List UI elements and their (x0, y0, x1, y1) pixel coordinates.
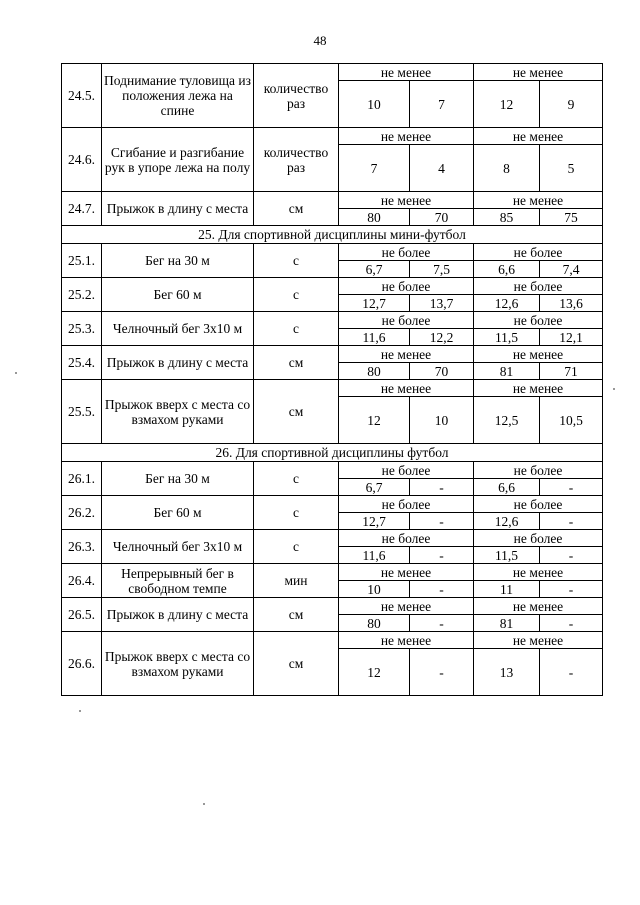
norm-value: - (410, 479, 474, 496)
table-row (62, 564, 603, 581)
norm-condition: не менее (339, 632, 474, 649)
norm-condition: не более (474, 530, 603, 547)
norm-condition: не менее (339, 346, 474, 363)
norm-value: 12,6 (474, 295, 540, 312)
scan-speck (203, 803, 205, 805)
table-row (62, 346, 603, 363)
norm-value: - (540, 547, 603, 564)
scan-speck (15, 372, 17, 374)
norm-value: 13,6 (540, 295, 603, 312)
norm-value: - (540, 615, 603, 632)
unit: с (254, 530, 339, 564)
norm-value: 10 (410, 397, 474, 444)
scan-speck (613, 388, 615, 390)
row-number: 25.3. (62, 312, 102, 346)
norm-value: 80 (339, 615, 410, 632)
unit: с (254, 278, 339, 312)
section-row (62, 444, 603, 462)
norm-value: - (410, 547, 474, 564)
norm-value: 75 (540, 209, 603, 226)
norm-value: 70 (410, 209, 474, 226)
norm-value: 12 (474, 81, 540, 128)
row-number: 26.1. (62, 462, 102, 496)
row-number: 26.2. (62, 496, 102, 530)
row-number: 26.5. (62, 598, 102, 632)
norm-value: 9 (540, 81, 603, 128)
norm-value: - (540, 513, 603, 530)
table-row (62, 496, 603, 513)
norm-condition: не менее (474, 380, 603, 397)
unit: с (254, 462, 339, 496)
norm-condition: не менее (474, 346, 603, 363)
table-row (62, 64, 603, 81)
norm-value: 81 (474, 615, 540, 632)
exercise-name: Непрерывный бег в свободном темпе (102, 564, 254, 598)
norm-value: 7 (339, 145, 410, 192)
norm-value: - (410, 649, 474, 696)
norm-value: 12 (339, 649, 410, 696)
section-title: 25. Для спортивной дисциплины мини-футбол (62, 226, 603, 244)
exercise-name: Прыжок в длину с места (102, 346, 254, 380)
section-title: 26. Для спортивной дисциплины футбол (62, 444, 603, 462)
norm-value: 11 (474, 581, 540, 598)
norm-value: 6,6 (474, 261, 540, 278)
norm-value: 13,7 (410, 295, 474, 312)
norm-value: 12,7 (339, 513, 410, 530)
table-row (62, 632, 603, 649)
exercise-name: Челночный бег 3х10 м (102, 530, 254, 564)
page-number: 48 (313, 33, 327, 48)
table-row (62, 462, 603, 479)
row-number: 25.5. (62, 380, 102, 444)
norm-value: 80 (339, 363, 410, 380)
norm-condition: не менее (474, 192, 603, 209)
norm-value: - (540, 479, 603, 496)
norm-value: 6,7 (339, 479, 410, 496)
section-row (62, 226, 603, 244)
norm-value: 12,5 (474, 397, 540, 444)
norm-value: 10,5 (540, 397, 603, 444)
norm-value: 7 (410, 81, 474, 128)
norm-condition: не более (339, 278, 474, 295)
table-row (62, 312, 603, 329)
norm-condition: не менее (339, 192, 474, 209)
norm-value: - (410, 513, 474, 530)
norm-value: 12,2 (410, 329, 474, 346)
unit: см (254, 380, 339, 444)
unit: см (254, 632, 339, 696)
row-number: 25.2. (62, 278, 102, 312)
norm-value: 11,5 (474, 547, 540, 564)
norm-condition: не менее (339, 64, 474, 81)
norm-condition: не менее (474, 564, 603, 581)
norm-value: 85 (474, 209, 540, 226)
row-number: 26.4. (62, 564, 102, 598)
unit: см (254, 192, 339, 226)
table-row (62, 278, 603, 295)
exercise-name: Бег 60 м (102, 496, 254, 530)
norm-condition: не более (474, 312, 603, 329)
norm-condition: не менее (339, 380, 474, 397)
norm-value: 10 (339, 581, 410, 598)
norm-condition: не более (339, 462, 474, 479)
unit: с (254, 244, 339, 278)
norm-value: 6,6 (474, 479, 540, 496)
norm-value: 11,6 (339, 547, 410, 564)
exercise-name: Прыжок в длину с места (102, 192, 254, 226)
row-number: 24.5. (62, 64, 102, 128)
unit: с (254, 496, 339, 530)
table-row (62, 530, 603, 547)
norm-value: 81 (474, 363, 540, 380)
norm-value: 12,1 (540, 329, 603, 346)
norm-value: 71 (540, 363, 603, 380)
norm-value: 12 (339, 397, 410, 444)
unit: количество раз (254, 64, 339, 128)
norm-condition: не менее (474, 598, 603, 615)
norm-condition: не менее (474, 128, 603, 145)
unit: количество раз (254, 128, 339, 192)
row-number: 25.1. (62, 244, 102, 278)
norm-value: 7,4 (540, 261, 603, 278)
unit: см (254, 598, 339, 632)
exercise-name: Бег на 30 м (102, 244, 254, 278)
norm-value: 80 (339, 209, 410, 226)
row-number: 26.3. (62, 530, 102, 564)
exercise-name: Сгибание и разгибание рук в упоре лежа на полу (102, 128, 254, 192)
table-row (62, 380, 603, 397)
unit: мин (254, 564, 339, 598)
norm-value: 6,7 (339, 261, 410, 278)
exercise-name: Прыжок в длину с места (102, 598, 254, 632)
norm-value: 10 (339, 81, 410, 128)
norm-value: 5 (540, 145, 603, 192)
norm-condition: не более (339, 312, 474, 329)
norms-table (61, 63, 603, 696)
exercise-name: Бег 60 м (102, 278, 254, 312)
norm-condition: не менее (339, 128, 474, 145)
table-row (62, 128, 603, 145)
norm-value: 4 (410, 145, 474, 192)
norm-value: 13 (474, 649, 540, 696)
exercise-name: Челночный бег 3х10 м (102, 312, 254, 346)
norm-condition: не менее (339, 598, 474, 615)
norm-value: 11,6 (339, 329, 410, 346)
exercise-name: Прыжок вверх с места со взмахом руками (102, 380, 254, 444)
norm-condition: не более (339, 244, 474, 261)
scan-speck (79, 710, 81, 712)
norm-value: 11,5 (474, 329, 540, 346)
norm-value: 12,6 (474, 513, 540, 530)
norm-value: 70 (410, 363, 474, 380)
table-row (62, 192, 603, 209)
exercise-name: Бег на 30 м (102, 462, 254, 496)
norm-value: - (540, 581, 603, 598)
table-row (62, 598, 603, 615)
norm-condition: не более (474, 244, 603, 261)
norm-condition: не более (474, 496, 603, 513)
norm-condition: не более (474, 278, 603, 295)
norm-value: 7,5 (410, 261, 474, 278)
norm-value: - (410, 581, 474, 598)
row-number: 26.6. (62, 632, 102, 696)
unit: см (254, 346, 339, 380)
norm-condition: не более (339, 496, 474, 513)
norm-condition: не менее (339, 564, 474, 581)
norm-condition: не более (339, 530, 474, 547)
exercise-name: Поднимание туловища из положения лежа на спине (102, 64, 254, 128)
exercise-name: Прыжок вверх с места со взмахом руками (102, 632, 254, 696)
table-row (62, 244, 603, 261)
row-number: 24.6. (62, 128, 102, 192)
norm-value: - (540, 649, 603, 696)
norm-condition: не менее (474, 64, 603, 81)
unit: с (254, 312, 339, 346)
norm-value: - (410, 615, 474, 632)
norm-value: 12,7 (339, 295, 410, 312)
norm-condition: не менее (474, 632, 603, 649)
norm-condition: не более (474, 462, 603, 479)
row-number: 24.7. (62, 192, 102, 226)
row-number: 25.4. (62, 346, 102, 380)
norm-value: 8 (474, 145, 540, 192)
